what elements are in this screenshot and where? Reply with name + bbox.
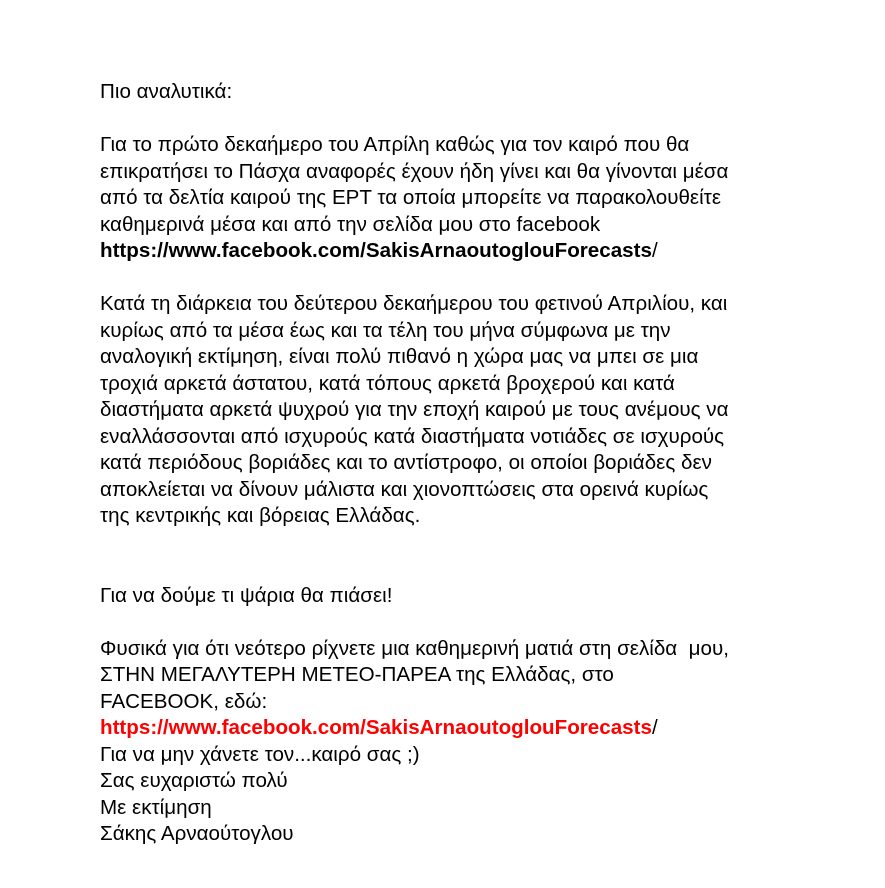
facebook-link-line	[100, 238, 840, 265]
closing-line: Για να δούμε τι ψάρια θα πιάσει!	[100, 583, 393, 607]
facebook-link[interactable]: https://www.facebook.com/SakisArnaoutoglouForecasts	[100, 239, 652, 262]
facebook-link-red[interactable]: https://www.facebook.com/SakisArnaoutoglouForecasts	[100, 716, 652, 739]
paragraph-followup	[100, 636, 840, 742]
signoff	[100, 742, 840, 848]
spacer	[100, 556, 840, 583]
paragraph-line: καθημερινά μέσα και από την σελίδα μου στο facebook	[100, 212, 601, 236]
paragraph-line: διαστήματα αρκετά ψυχρού για την εποχή καιρού με τους ανέμους να	[100, 398, 729, 421]
paragraph-line: FACEBOOK, εδώ:	[100, 689, 268, 713]
paragraph-intro	[100, 132, 840, 265]
document-body	[100, 79, 840, 848]
signoff-line: Σας ευχαριστώ πολύ	[100, 769, 288, 792]
paragraph-line: Φυσικά για ότι νεότερο ρίχνετε μια καθημερινή ματιά στη σελίδα μου,	[100, 636, 729, 660]
link-trailing-slash: /	[651, 716, 658, 739]
paragraph-line: αποκλείεται να δίνουν μάλιστα και χιονοπτώσεις στα ορεινά κυρίως	[100, 477, 709, 501]
spacer	[100, 609, 840, 636]
paragraph-line: κατά περιόδους βοριάδες και το αντίστροφο, οι οποίοι βοριάδες δεν	[100, 451, 712, 474]
paragraph-line: κυρίως από τα μέσα έως και τα τέλη του μήνα σύμφωνα με την	[100, 318, 671, 342]
paragraph-line: επικρατήσει το Πάσχα αναφορές έχουν ήδη γίνει και θα γίνονται μέσα	[100, 159, 729, 183]
paragraph-forecast	[100, 291, 840, 530]
signoff-line: Για να μην χάνετε τον...καιρό σας ;)	[100, 742, 420, 766]
paragraph-line: ΣΤΗΝ ΜΕΓΑΛΥΤΕΡΗ ΜΕΤΕΟ-ΠΑΡΕΑ της Ελλάδας, στο	[100, 663, 614, 686]
signoff-line: Με εκτίμηση	[100, 795, 212, 819]
paragraph-line: Για το πρώτο δεκαήμερο του Απρίλη καθώς για τον καιρό που θα	[100, 133, 690, 156]
heading: Πιο αναλυτικά:	[100, 80, 233, 103]
link-trailing-slash: /	[651, 239, 658, 262]
paragraph-line: της κεντρικής και βόρειας Ελλάδας.	[100, 504, 421, 527]
facebook-link-line-red	[100, 715, 840, 742]
author-name: Σάκης Αρναούτογλου	[100, 822, 294, 845]
paragraph-line: αναλογική εκτίμηση, είναι πολύ πιθανό η χώρα μας να μπει σε μια	[100, 345, 699, 368]
spacer	[100, 530, 840, 557]
paragraph-line: Κατά τη διάρκεια του δεύτερου δεκαήμερου του φετινού Απριλίου, και	[100, 292, 728, 315]
paragraph-line: τροχιά αρκετά άστατου, κατά τόπους αρκετά βροχερού και κατά	[100, 371, 675, 395]
paragraph-line: εναλλάσσονται από ισχυρούς κατά διαστήματα νοτιάδες σε ισχυρούς	[100, 424, 725, 448]
spacer	[100, 265, 840, 292]
spacer	[100, 106, 840, 133]
paragraph-line: από τα δελτία καιρού της ΕΡΤ τα οποία μπορείτε να παρακολουθείτε	[100, 186, 721, 209]
